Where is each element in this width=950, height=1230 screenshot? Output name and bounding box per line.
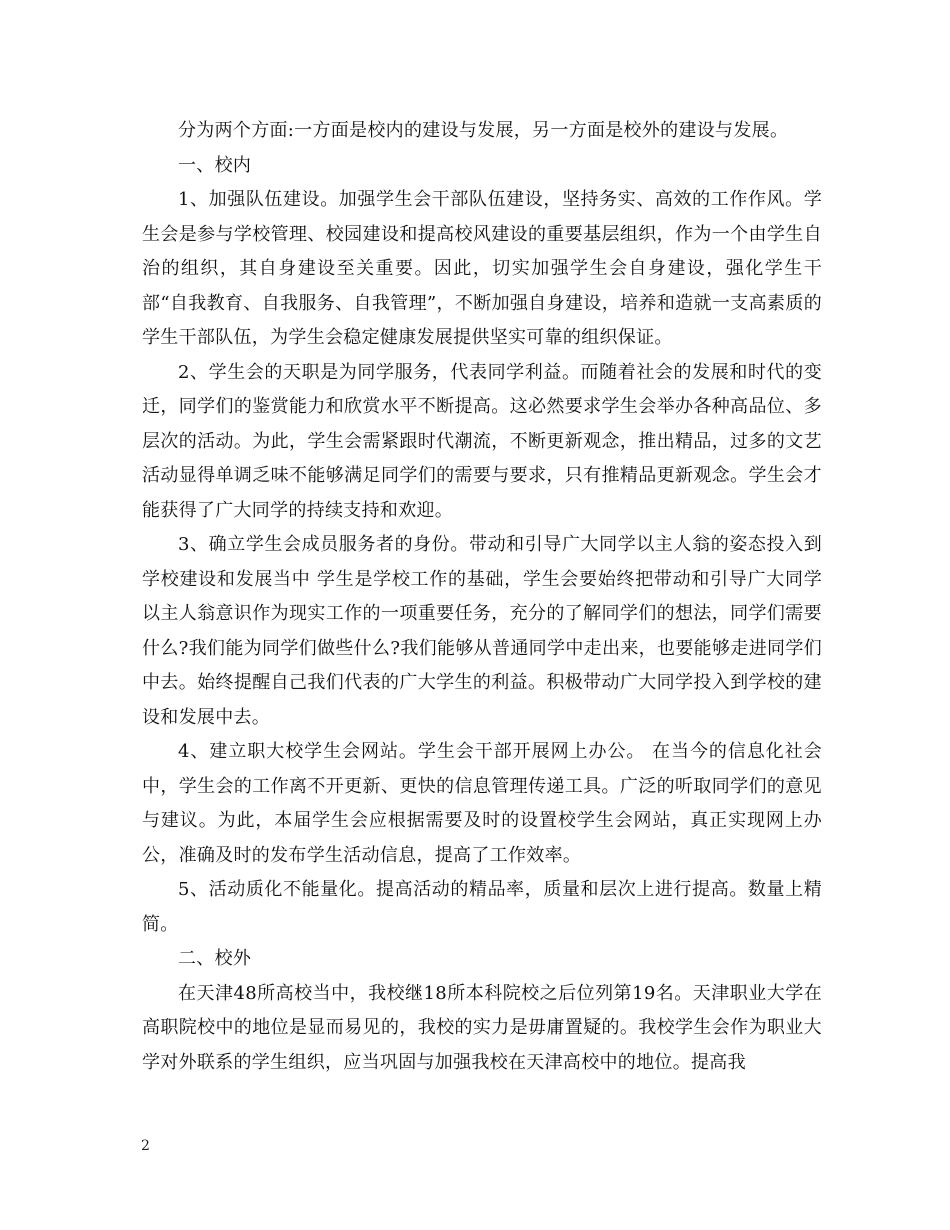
document-body — [142, 114, 822, 1080]
paragraph-website: 4、建立职大校学生会网站。学生会干部开展网上办公。 在当今的信息化社会中，学生会的工作离不开更新、更快的信息管理传递工具。广泛的听取同学们的意见与建议。为此，本届学生会应根据需要及时的设置校学生会网站，真正实现网上办公，准确及时的发布学生活动信息，提高了工作效率。 — [142, 741, 822, 866]
intro-paragraph: 分为两个方面:一方面是校内的建设与发展，另一方面是校外的建设与发展。 — [178, 120, 789, 141]
paragraph-tianjin-ranking: 在天津48所高校当中，我校继18所本科院校之后位列第19名。天津职业大学在高职院校中的地位是显而易见的，我校的实力是毋庸置疑的。我校学生会作为职业大学对外联系的学生组织，应当巩固与加强我校在天津高校中的地位。提高我 — [142, 982, 822, 1073]
section-heading-off-campus: 二、校外 — [178, 948, 252, 969]
paragraph-team-building: 1、加强队伍建设。加强学生会干部队伍建设，坚持务实、高效的工作作风。学生会是参与学校管理、校园建设和提高校风建设的重要基层组织，作为一个由学生自治的组织，其自身建设至关重要。因此，切实加强学生会自身建设，强化学生干部“自我教育、自我服务、自我管理”，不断加强自身建设，培养和造就一支高素质的学生干部队伍，为学生会稳定健康发展提供坚实可靠的组织保证。 — [142, 189, 822, 348]
page-number: 2 — [141, 1138, 150, 1154]
paragraph-activity-quality: 5、活动质化不能量化。提高活动的精品率，质量和层次上进行提高。数量上精简。 — [142, 879, 822, 935]
paragraph-serve-students: 2、学生会的天职是为同学服务，代表同学利益。而随着社会的发展和时代的变迁，同学们的鉴赏能力和欣赏水平不断提高。这必然要求学生会举办各种高品位、多层次的活动。为此，学生会需紧跟时代潮流，不断更新观念，推出精品，过多的文艺活动显得单调乏味不能够满足同学们的需要与要求，只有推精品更新观念。学生会才能获得了广大同学的持续支持和欢迎。 — [142, 361, 822, 521]
section-heading-campus: 一、校内 — [178, 154, 252, 176]
paragraph-member-identity: 3、确立学生会成员服务者的身份。带动和引导广大同学以主人翁的姿态投入到学校建设和发展当中 学生是学校工作的基础，学生会要始终把带动和引导广大同学以主人翁意识作为现实工作的一项重要任务，充分的了解同学们的想法，同学们需要什么?我们能为同学们做些什么?我们能够从普通同学中走出来，也要能够走进同学们中去。始终提醒自己我们代表的广大学生的利益。积极带动广大同学投入到学校的建设和发展中去。 — [142, 534, 822, 728]
